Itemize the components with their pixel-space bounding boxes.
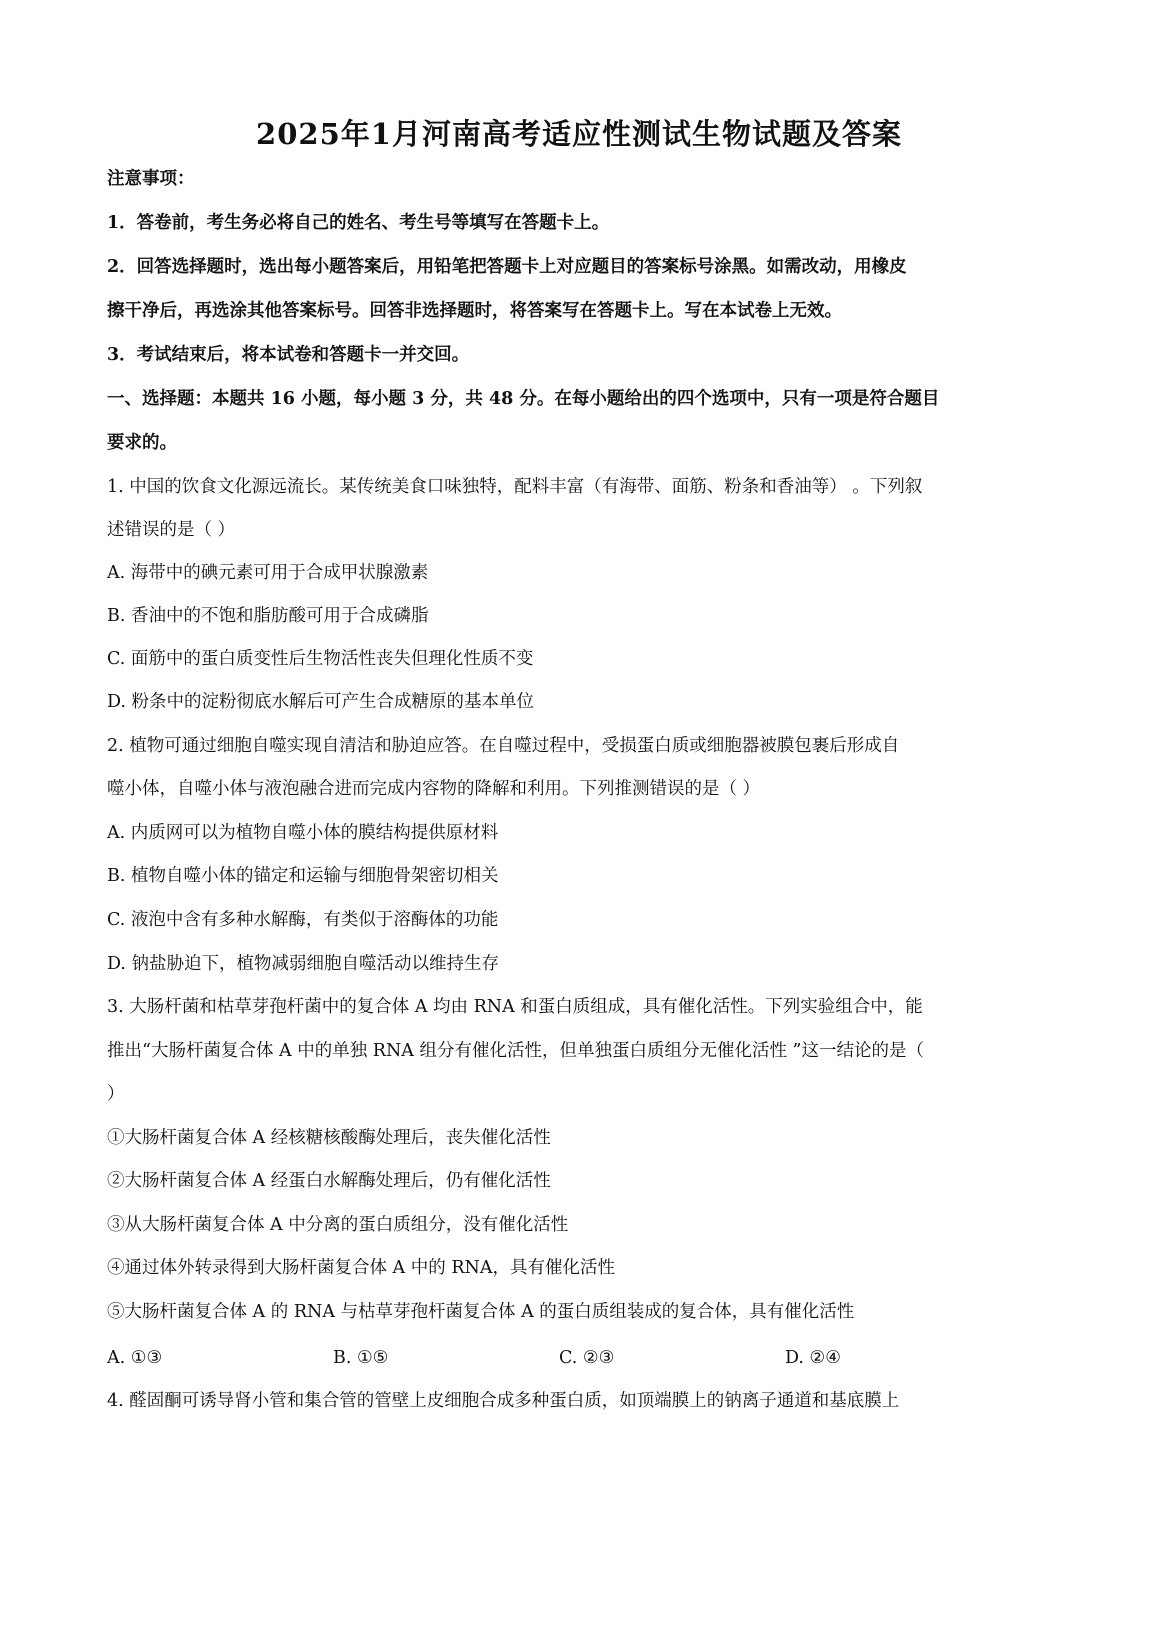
q2-option-c: C. 液泡中含有多种水解酶，有类似于溶酶体的功能 — [107, 910, 499, 930]
section-heading-cont: 要求的。 — [107, 433, 177, 453]
q4-stem: 4. 醛固酮可诱导肾小管和集合管的管壁上皮细胞合成多种蛋白质，如顶端膜上的钠离子通道和基底膜上 — [107, 1391, 900, 1411]
notice-item: 擦干净后，再选涂其他答案标号。回答非选择题时，将答案写在答题卡上。写在本试卷上无效。 — [107, 301, 842, 321]
q1-option-d: D. 粉条中的淀粉彻底水解后可产生合成糖原的基本单位 — [107, 692, 535, 712]
q1-option-b: B. 香油中的不饱和脂肪酸可用于合成磷脂 — [107, 606, 429, 626]
q2-option-a: A. 内质网可以为植物自噬小体的膜结构提供原材料 — [107, 823, 499, 843]
q3-statement: ③从大肠杆菌复合体 A 中分离的蛋白质组分，没有催化活性 — [107, 1215, 569, 1235]
q3-stem-end: ） — [107, 1084, 125, 1104]
notice-item: 1．答卷前，考生务必将自己的姓名、考生号等填写在答题卡上。 — [107, 213, 610, 233]
q2-stem: 2. 植物可通过细胞自噬实现自清洁和胁迫应答。在自噬过程中，受损蛋白质或细胞器被膜包裹后形成自 — [107, 736, 900, 756]
q3-statement: ①大肠杆菌复合体 A 经核糖核酸酶处理后，丧失催化活性 — [107, 1128, 551, 1148]
q1-stem: 1. 中国的饮食文化源远流长。某传统美食口味独特，配料丰富（有海带、面筋、粉条和香油等） 。下列叙 — [107, 477, 923, 497]
q3-statement: ④通过体外转录得到大肠杆菌复合体 A 中的 RNA，具有催化活性 — [107, 1258, 615, 1278]
notice-item: 3．考试结束后，将本试卷和答题卡一并交回。 — [107, 345, 470, 365]
q3-option-d: D. ②④ — [785, 1348, 841, 1368]
q1-option-a: A. 海带中的碘元素可用于合成甲状腺激素 — [107, 563, 429, 583]
q3-option-c: C. ②③ — [559, 1348, 615, 1368]
q3-statement: ⑤大肠杆菌复合体 A 的 RNA 与枯草芽孢杆菌复合体 A 的蛋白质组装成的复合体，具有催化活性 — [107, 1302, 855, 1322]
q2-stem-cont: 噬小体，自噬小体与液泡融合进而完成内容物的降解和利用。下列推测错误的是（ ） — [107, 779, 761, 799]
section-heading: 一、选择题：本题共 16 小题，每小题 3 分，共 48 分。在每小题给出的四个选项中，只有一项是符合题目 — [107, 389, 940, 409]
q3-statement: ②大肠杆菌复合体 A 经蛋白水解酶处理后，仍有催化活性 — [107, 1171, 551, 1191]
notice-heading: 注意事项： — [107, 169, 195, 189]
q2-option-d: D. 钠盐胁迫下，植物减弱细胞自噬活动以维持生存 — [107, 954, 500, 974]
q1-stem-cont: 述错误的是（ ） — [107, 520, 236, 540]
q2-option-b: B. 植物自噬小体的锚定和运输与细胞骨架密切相关 — [107, 866, 499, 886]
q3-option-b: B. ①⑤ — [333, 1348, 389, 1368]
q3-stem-cont: 推出“大肠杆菌复合体 A 中的单独 RNA 组分有催化活性，但单独蛋白质组分无催化活性 ”这一结论的是（ — [107, 1041, 924, 1061]
q3-option-a: A. ①③ — [107, 1348, 163, 1368]
q3-stem: 3. 大肠杆菌和枯草芽孢杆菌中的复合体 A 均由 RNA 和蛋白质组成，具有催化活性。下列实验组合中，能 — [107, 997, 923, 1017]
notice-item: 2．回答选择题时，选出每小题答案后，用铅笔把答题卡上对应题目的答案标号涂黑。如需改动，用橡皮 — [107, 257, 907, 277]
q1-option-c: C. 面筋中的蛋白质变性后生物活性丧失但理化性质不变 — [107, 649, 534, 669]
page-title: 2025年1月河南高考适应性测试生物试题及答案 — [256, 117, 902, 151]
